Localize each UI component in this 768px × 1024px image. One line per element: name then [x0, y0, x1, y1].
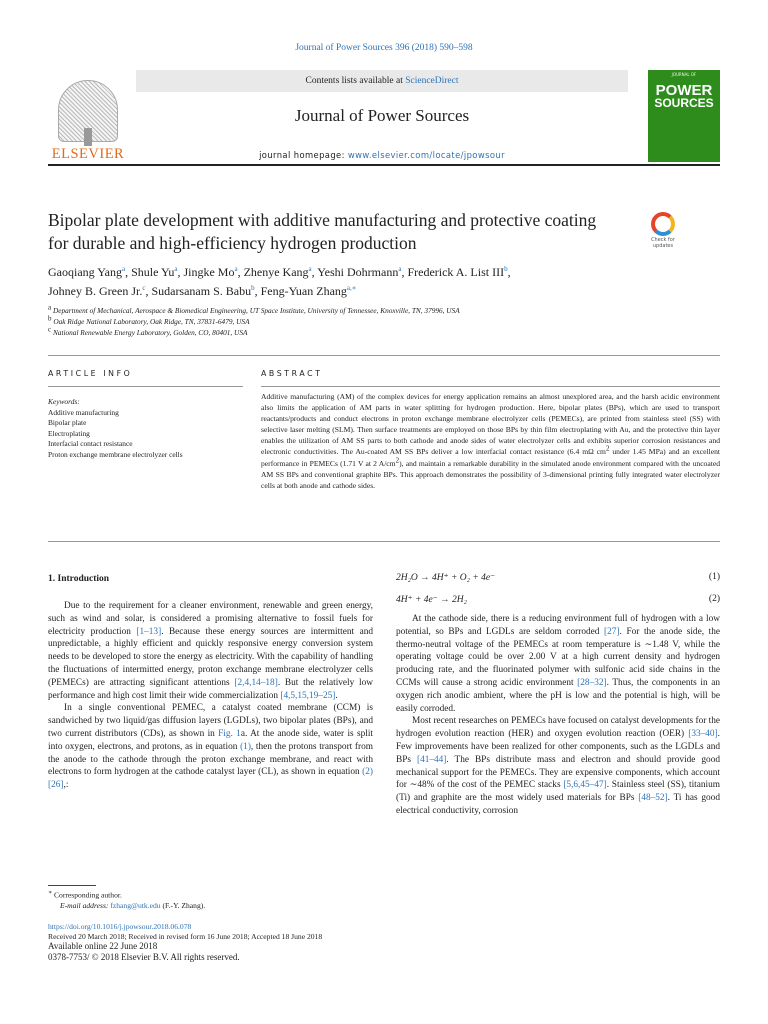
footnotes	[48, 888, 448, 911]
cover-title-line2: SOURCES	[654, 96, 714, 110]
author[interactable]: Sudarsanam S. Babu$^b$	[151, 283, 255, 298]
equation-body: 4H⁺ + 4e⁻ → 2H₂	[396, 595, 467, 605]
equation-link[interactable]: (1)	[240, 741, 251, 752]
copyright: 0378-7753/ © 2018 Elsevier B.V. All rights reserved.	[48, 951, 240, 962]
sciencedirect-link[interactable]: ScienceDirect	[405, 76, 459, 86]
masthead	[48, 70, 720, 166]
email-note: E-mail address: fzhang@utk.edu (F.-Y. Zhang).	[60, 900, 206, 910]
author[interactable]: Frederick A. List III$^b$	[407, 265, 508, 279]
publication-info	[48, 922, 548, 962]
footnote-divider	[48, 885, 96, 886]
contents-prefix: Contents lists available at	[305, 76, 403, 86]
masthead-divider	[48, 164, 720, 166]
check-for-updates-button[interactable]	[648, 212, 678, 250]
contents-bar	[136, 70, 628, 92]
author[interactable]: Gaoqiang Yang$^a$	[48, 265, 126, 279]
keyword: Electroplating	[48, 428, 90, 438]
author[interactable]: Zhenye Kang$^a$	[243, 265, 312, 279]
paragraph: Most recent researches on PEMECs have focused on catalyst developments for the hydrogen evolution reaction (HER) and oxygen evolution reaction (OER) [33–40]. Few improvements have been realized for other components, such as the LGDLs and BPs [41–44]. The BPs distribute mass and electron and should provide good mechanical support for the PEMECs. They are expensive components, which account for ∼48% of the cost of the PEMEC stacks [5,6,45–47]. Stainless steel (SS), titanium (Ti) and graphite are the most widely used materials for BPs [48–52]. Ti has good electrical conductivity, corrosion	[396, 716, 720, 816]
citation-link[interactable]: [1–13]	[136, 626, 162, 637]
citation-link[interactable]: [5,6,45–47]	[563, 780, 607, 791]
abstract-heading: ABSTRACT	[261, 369, 323, 378]
check-updates-label	[648, 237, 678, 249]
equations	[396, 572, 720, 616]
masthead-center	[136, 70, 628, 166]
author[interactable]: Johney B. Green Jr.$^c$	[48, 283, 146, 298]
doi-link[interactable]: https://doi.org/10.1016/j.jpowsour.2018.06.078	[48, 922, 192, 931]
affiliation: $^b$ Oak Ridge National Laboratory, Oak Ridge, TN, 37831-6479, USA	[48, 314, 250, 326]
citation-link[interactable]: [48–52]	[638, 793, 668, 804]
citation-link[interactable]: [2,4,14–18]	[234, 677, 278, 688]
keywords-list	[48, 397, 248, 461]
abstract-text: Additive manufacturing (AM) of the complex devices for energy application remains an almost unexplored area, and the harsh acidic environment also limits the application of AM parts in water splitting for hydrogen production. Here, bipolar plates (BPs), which are used to transport reactants/products and conduct electrons in proton exchange membrane electrolyzer cells (PEMECs), are printed from stainless steel (SS) with selective laser melting (SLM). Then surface treatments are employed on those BPs by thin film electroplating with Au, and the protective thin layer enables the utilization of AM SS parts to both cathode and anode sides of water electrolyzer cells and exhibits superior corrosion resistances and electronic conductivities. The Au-coated AM SS BPs deliver a low interfacial contact resistance (6.4 mΩ $cm^2$ under 1.45 MPa) and an excellent performance in PEMECs (1.71 V at 2 $A/cm^2$), and maintain a remarkable durability in the simulated anode environment compared with the uncoated AM SS BPs and conventional graphite BPs. This approach demonstrates the possibility of 3-dimensional printing fully integrated water electrolyzer cells at both anode and cathode sides.	[261, 392, 721, 490]
author[interactable]: Feng-Yuan Zhang$^{a,∗}$	[260, 283, 357, 298]
divider	[48, 386, 243, 387]
citation-link[interactable]: [26]	[48, 780, 64, 791]
equation-body: 2H₂O → 4H⁺ + O₂ + 4e⁻	[396, 573, 496, 583]
cover-small-text: JOURNAL OF	[671, 72, 697, 77]
trunk-icon	[84, 128, 92, 146]
journal-reference[interactable]: Journal of Power Sources 396 (2018) 590–598	[295, 43, 473, 53]
check-updates-label-line2: updates	[652, 243, 674, 249]
citation-link[interactable]: [27]	[604, 626, 620, 637]
author[interactable]: Yeshi Dohrmann$^a$	[317, 265, 402, 279]
affiliations	[48, 305, 720, 338]
equation-number: (2)	[708, 594, 720, 604]
cover-title-line1: POWER	[655, 82, 713, 99]
keywords-label: Keywords:	[48, 397, 80, 406]
divider	[261, 386, 720, 387]
figure-link[interactable]: Fig. 1	[218, 728, 241, 739]
citation-link[interactable]: [4,5,15,19–25]	[280, 690, 336, 701]
keyword: Interfacial contact resistance	[48, 439, 133, 449]
keyword: Additive manufacturing	[48, 407, 119, 417]
online-date: Available online 22 June 2018	[48, 941, 158, 952]
paragraph: In a single conventional PEMEC, a catalyst coated membrane (CCM) is sandwiched by two liquid/gas diffusion layers (LGDLs), two bipolar plates (BPs), and two current distributors (CDs), as shown in Fig. 1a. At the anode side, water is split into oxygen, electrons, and protons, as in equation (1), then the protons transport from the anode to the cathode through the proton exchange membrane, and react with electrons to form hydrogen at the cathode catalyst layer (CL), as shown in equation (2) [26],:	[48, 703, 373, 791]
affiliation: $^a$ Department of Mechanical, Aerospace & Biomedical Engineering, UT Space Institute, University of Tennessee, Knoxville, TN, 37996, USA	[48, 303, 460, 315]
divider	[48, 355, 720, 356]
divider	[48, 541, 720, 542]
author[interactable]: Jingke Mo$^a$	[183, 265, 238, 279]
paragraph: At the cathode side, there is a reducing environment full of hydrogen with a low potential, so BPs and LGDLs are seldom corroded [27]. For the anode side, the thermo-neutral voltage of the PEMECs at room temperature is ∼1.48 V, while the operating voltage could be over 2.00 V at a high current density and hydrogen producing rate, and the fluorinated polymer with sulfonic acid side chains in the CCMs will cause a strong acidic environment [28–32]. Thus, the components in an oxygen rich anodic ambient, where the pH is low and the potential is high, will be easily corroded.	[396, 614, 720, 714]
citation-link[interactable]: [28–32]	[577, 677, 607, 688]
section-heading: 1. Introduction	[48, 574, 110, 584]
citation-link[interactable]: [41–44]	[416, 754, 447, 765]
check-updates-icon	[651, 212, 675, 236]
publisher-name: ELSEVIER	[51, 146, 125, 162]
keyword: Bipolar plate	[48, 418, 87, 428]
journal-cover[interactable]	[648, 70, 720, 162]
author-list: Gaoqiang Yang$^a$, Shule Yu$^a$, Jingke Mo$^a$, Zhenye Kang$^a$, Yeshi Dohrmann$^a$, Frederick A. List III$^b$, Johney B. Green Jr.$^c$, Sudarsanam S. Babu$^b$, Feng-Yuan Zhang$^{a,∗}$	[48, 265, 511, 298]
equation	[396, 572, 720, 594]
paragraph: Due to the requirement for a cleaner environment, renewable and green energy, such as wind and solar, is considered a promising alternative to fossil fuels for electricity production [1–13]. Because these energy sources are intermittent and unpredictable, a highly efficient and quickly responsive energy conversion system needs to be developed to store the energy as electricity. With the capability of handling the fluctuations of intermitted energy, proton exchange membrane electrolyzer cells (PEMECs) are attracting significant attentions [2,4,14–18]. But the relatively low performance and high cost limit their wide commercialization [4,5,15,19–25].	[48, 601, 374, 701]
keyword: Proton exchange membrane electrolyzer cells	[48, 449, 183, 459]
homepage-line	[136, 150, 628, 160]
homepage-link[interactable]: www.elsevier.com/locate/jpowsour	[347, 150, 505, 160]
article-info-heading: ARTICLE INFO	[48, 369, 133, 378]
journal-title: Journal of Power Sources	[294, 106, 470, 125]
corresponding-author-note: ∗ Corresponding author.	[48, 890, 122, 900]
email-link[interactable]: fzhang@utk.edu	[110, 900, 161, 910]
equation-number: (1)	[708, 572, 720, 582]
right-column	[396, 613, 720, 818]
citation-link[interactable]: [33–40]	[688, 729, 718, 740]
paper-title: Bipolar plate development with additive manufacturing and protective coating for durable and high-efficiency hydrogen production	[48, 210, 597, 253]
received-dates: Received 20 March 2018; Received in revised form 16 June 2018; Accepted 18 June 2018	[48, 931, 323, 941]
homepage-prefix: journal homepage:	[259, 150, 345, 160]
author[interactable]: Shule Yu$^a$	[131, 265, 178, 279]
left-column	[48, 600, 373, 792]
check-updates-label-line1: Check for	[651, 237, 675, 243]
elsevier-logo[interactable]	[48, 78, 128, 164]
affiliation: $^c$ National Renewable Energy Laboratory, Golden, CO, 80401, USA	[48, 325, 248, 337]
equation-link[interactable]: (2)	[362, 767, 373, 778]
